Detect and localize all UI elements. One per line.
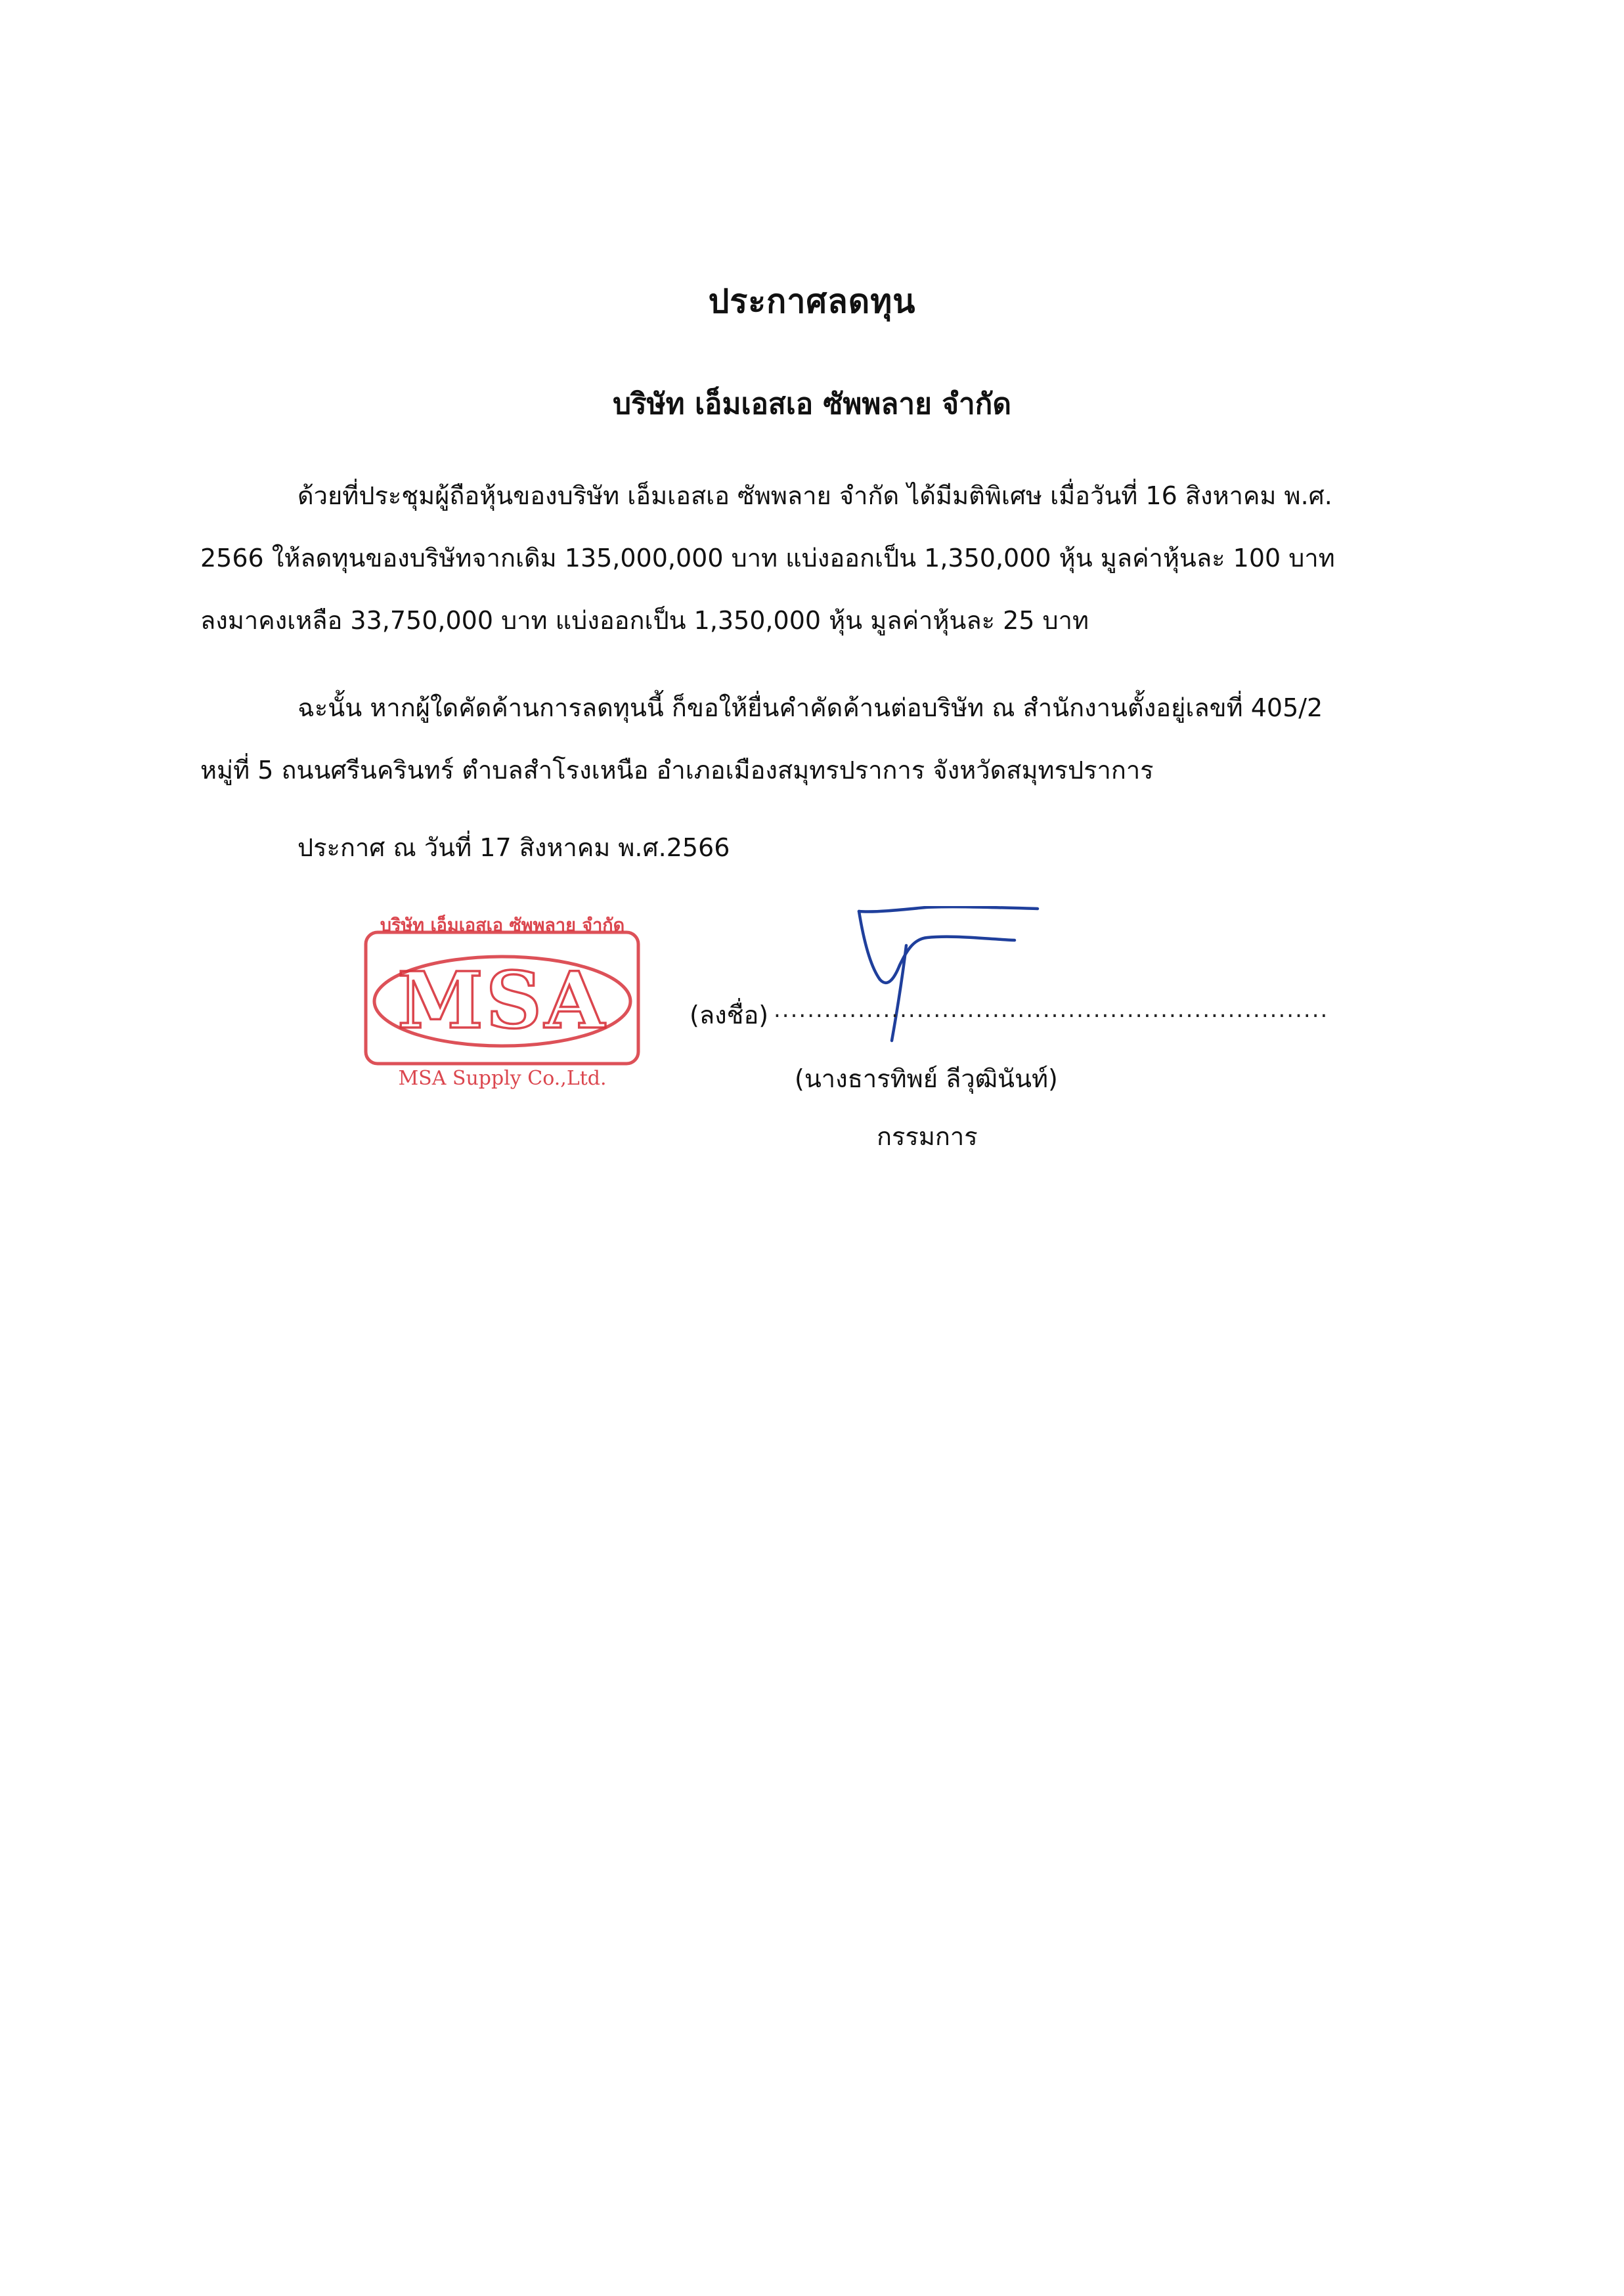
paragraph-line: 2566 ให้ลดทุนของบริษัทจากเดิม 135,000,000 บาท แบ่งออกเป็น 1,350,000 หุ้น มูลค่าหุ้นละ 100 บาท xyxy=(200,544,1335,573)
stamp-logo: MSA xyxy=(397,955,607,1046)
paragraph-line: ด้วยที่ประชุมผู้ถือหุ้นของบริษัท เอ็มเอสเอ ซัพพลาย จำกัด ได้มีมติพิเศษ เมื่อวันที่ 16 สิงหาคม พ.ศ. xyxy=(297,481,1332,510)
objection-paragraph xyxy=(200,677,1428,802)
signature-stroke xyxy=(859,911,1015,983)
paragraph-line: หมู่ที่ 5 ถนนศรีนครินทร์ ตำบลสำโรงเหนือ อำเภอเมืองสมุทรปราการ จังหวัดสมุทรปราการ xyxy=(200,756,1154,785)
signature-line: .................................................................. xyxy=(774,997,1329,1023)
stamp-bottom-text: MSA Supply Co.,Ltd. xyxy=(398,1067,607,1090)
handwritten-signature xyxy=(854,906,1051,1044)
sign-label: (ลงชื่อ) xyxy=(690,1001,769,1029)
company-name: บริษัท เอ็มเอสเอ ซัพพลาย จำกัด xyxy=(613,387,1011,421)
stamp-top-text: บริษัท เอ็มเอสเอ ซัพพลาย จำกัด xyxy=(380,915,625,936)
document-title: ประกาศลดทุน xyxy=(708,282,916,320)
paragraph-line: ลงมาคงเหลือ 33,750,000 บาท แบ่งออกเป็น 1,350,000 หุ้น มูลค่าหุ้นละ 25 บาท xyxy=(200,606,1089,635)
signer-position: กรรมการ xyxy=(877,1122,978,1151)
signature-stroke xyxy=(859,907,1038,911)
signer-name: (นางธารทิพย์ ลีวุฒินันท์) xyxy=(795,1064,1058,1093)
company-stamp xyxy=(358,906,647,1096)
paragraph-line: ฉะนั้น หากผู้ใดคัดค้านการลดทุนนี้ ก็ขอให้ยื่นคำคัดค้านต่อบริษัท ณ สำนักงานตั้งอยู่เลขที่ 405/2 xyxy=(297,693,1323,722)
signature-stroke xyxy=(892,945,906,1041)
announcement-paragraph xyxy=(200,465,1428,652)
announce-date: ประกาศ ณ วันที่ 17 สิงหาคม พ.ศ.2566 xyxy=(297,833,730,862)
